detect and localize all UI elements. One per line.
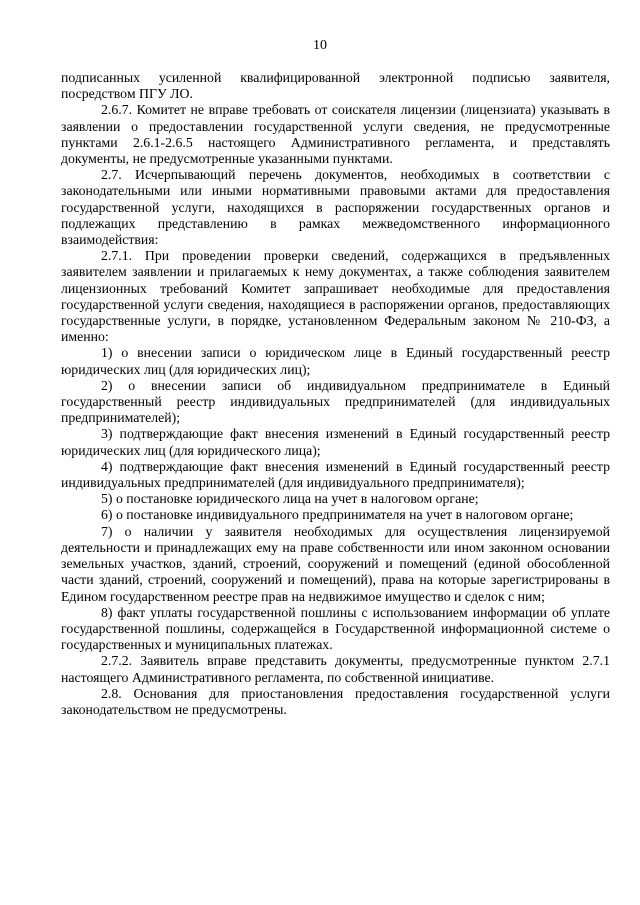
list-item-3: 3) подтверждающие факт внесения изменений в Единый государственный реестр юридических лиц (для юридического лица);	[61, 426, 610, 458]
list-item-1: 1) о внесении записи о юридическом лице в Единый государственный реестр юридических лиц (для юридических лиц);	[61, 345, 610, 377]
list-item-2: 2) о внесении записи об индивидуальном предпринимателе в Единый государственный реестр индивидуальных предпринимателей (для индивидуальных предпринимателей);	[61, 377, 610, 426]
paragraph-2-6-7: 2.6.7. Комитет не вправе требовать от соискателя лицензии (лицензиата) указывать в заявлении о предоставлении государственной услуги сведения, не предусмотренные пунктами 2.6.1-2.6.5 настоящего Административного регламента, и представлять документы, не предусмотренные указанными пунктами.	[61, 102, 610, 167]
document-body	[61, 70, 610, 718]
list-item-5: 5) о постановке юридического лица на учет в налоговом органе;	[101, 491, 479, 507]
paragraph-2-7-2: 2.7.2. Заявитель вправе представить документы, предусмотренные пунктом 2.7.1 настоящего Административного регламента, по собственной инициативе.	[61, 653, 610, 685]
paragraph-2-7-1: 2.7.1. При проведении проверки сведений, содержащихся в предъявленных заявителем заявлении и прилагаемых к нему документах, а также соблюдения заявителем лицензионных требований Комитет запрашивает необходимые для предоставления государственной услуги сведения, находящиеся в распоряжении органов, предоставляющих государственные услуги, в порядке, установленном Федеральным законом № 210-ФЗ, а именно:	[61, 248, 610, 345]
list-item-8: 8) факт уплаты государственной пошлины с использованием информации об уплате государственной пошлины, содержащейся в Государственной информационной системе о государственных и муниципальных платежах.	[61, 604, 610, 653]
list-item-6: 6) о постановке индивидуального предпринимателя на учет в налоговом органе;	[101, 507, 574, 523]
page-number: 10	[313, 38, 327, 53]
paragraph-2-8: 2.8. Основания для приостановления предоставления государственной услуги законодательством не предусмотрены.	[61, 685, 610, 717]
paragraph-2-7: 2.7. Исчерпывающий перечень документов, необходимых в соответствии с законодательными или иными нормативными правовыми актами для предоставления государственной услуги, находящихся в распоряжении государственных органов и подлежащих представлению в рамках межведомственного информационного взаимодействия:	[61, 167, 610, 248]
paragraph-continuation: подписанных усиленной квалифицированной электронной подписью заявителя, посредством ПГУ ЛО.	[61, 70, 610, 102]
list-item-4: 4) подтверждающие факт внесения изменений в Единый государственный реестр индивидуальных предпринимателей (для индивидуального предпринимателя);	[61, 458, 610, 491]
list-item-7: 7) о наличии у заявителя необходимых для осуществления лицензируемой деятельности и принадлежащих ему на праве собственности или ином законном основании земельных участков, зданий, строений, сооружений и помещений (единой обособленной части зданий, строений, сооружений и помещений), права на которые зарегистрированы в Едином государственном реестре прав на недвижимое имущество и сделок с ним;	[61, 523, 610, 604]
